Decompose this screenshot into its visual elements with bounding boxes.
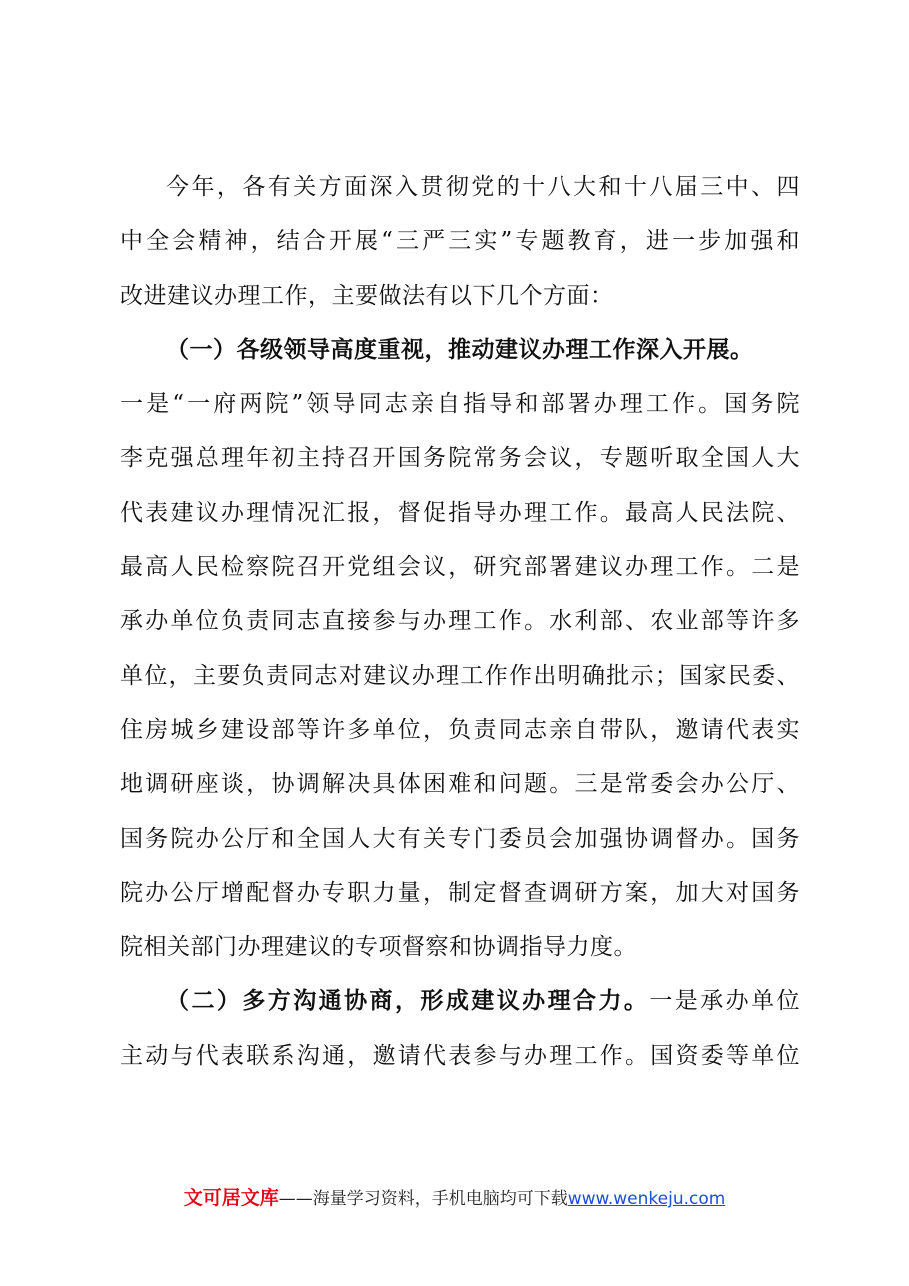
paragraph-2-line-11: 院相关部门办理建议的专项督察和协调指导力度。 bbox=[120, 934, 637, 961]
section-2-heading: （二）多方沟通协商，形成建议办理合力。 bbox=[166, 987, 650, 1015]
paragraph-2-line-8: 地调研座谈，协调解决具体困难和问题。三是常委会办公厅、 bbox=[120, 771, 800, 798]
paragraph-2-line-2: 李克强总理年初主持召开国务院常务会议，专题听取全国人大 bbox=[120, 445, 800, 472]
footer-website-link[interactable]: www.wenkeju.com bbox=[567, 1189, 726, 1209]
paragraph-2-line-6: 单位，主要负责同志对建议办理工作作出明确批示；国家民委、 bbox=[120, 662, 800, 689]
section-2-heading-tail: 一是承办单位 bbox=[649, 988, 800, 1015]
paragraph-2-line-10: 院办公厅增配督办专职力量，制定督查调研方案，加大对国务 bbox=[120, 879, 800, 906]
paragraph-2-line-1: 一是“一府两院”领导同志亲自指导和部署办理工作。国务院 bbox=[120, 391, 800, 418]
paragraph-1-line-3: 改进建议办理工作，主要做法有以下几个方面： bbox=[120, 282, 614, 309]
footer-slogan: ——海量学习资料，手机电脑均可下载 bbox=[278, 1189, 568, 1209]
paragraph-3-line-1: 主动与代表联系沟通，邀请代表参与办理工作。国资委等单位 bbox=[120, 1042, 800, 1069]
paragraph-2-line-4: 最高人民检察院召开党组会议，研究部署建议办理工作。二是 bbox=[120, 554, 800, 581]
paragraph-1-line-2: 中全会精神，结合开展“三严三实”专题教育，进一步加强和 bbox=[120, 228, 800, 255]
paragraph-2-line-5: 承办单位负责同志直接参与办理工作。水利部、农业部等许多 bbox=[120, 608, 800, 635]
document-body bbox=[120, 160, 800, 1083]
paragraph-2-line-7: 住房城乡建设部等许多单位，负责同志亲自带队，邀请代表实 bbox=[120, 716, 800, 743]
paragraph-2-line-3: 代表建议办理情况汇报，督促指导办理工作。最高人民法院、 bbox=[120, 499, 800, 526]
footer-brand: 文可居文库 bbox=[183, 1187, 279, 1209]
section-2-heading-line bbox=[120, 974, 800, 1028]
section-1-heading: （一）各级领导高度重视，推动建议办理工作深入开展。 bbox=[166, 335, 754, 363]
paragraph-2-line-9: 国务院办公厅和全国人大有关专门委员会加强协调督办。国务 bbox=[120, 825, 800, 852]
footer-banner bbox=[0, 1183, 909, 1210]
paragraph-1-line-1: 今年，各有关方面深入贯彻党的十八大和十八届三中、四 bbox=[166, 174, 800, 200]
